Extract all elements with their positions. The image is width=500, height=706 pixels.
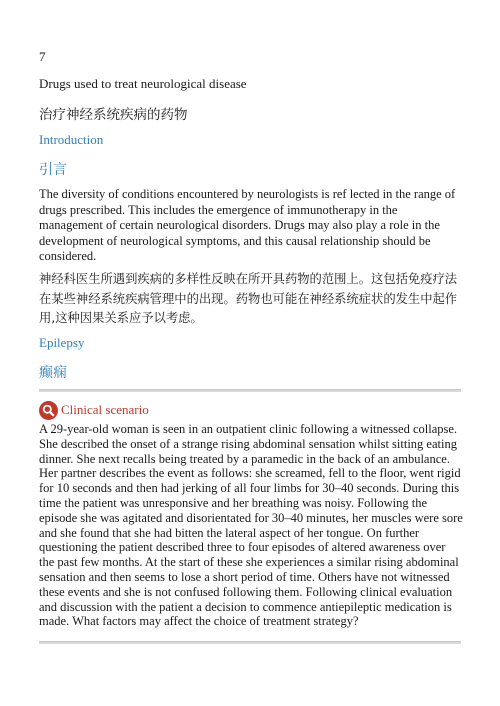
scenario-top-divider <box>39 389 461 392</box>
introduction-heading-english: Introduction <box>39 132 104 147</box>
magnifier-icon <box>39 401 58 420</box>
introduction-heading-chinese: 引言 <box>39 162 67 178</box>
introduction-paragraph-english: The diversity of conditions encountered by neurologists is ref lected in the range of drugs prescribed. This includes the emergence of immunotherapy in the management of certain neurological disorders. Drugs may also play a role in the development of neurological symptoms, and this causal relationship should be considered. <box>39 187 456 264</box>
scenario-bottom-divider <box>39 641 461 644</box>
clinical-scenario-header <box>39 399 149 421</box>
chapter-title-english: Drugs used to treat neurological disease <box>39 76 247 91</box>
chapter-number: 7 <box>39 49 46 64</box>
epilepsy-heading-chinese: 癫痫 <box>39 365 67 381</box>
clinical-scenario-text: A 29-year-old woman is seen in an outpatient clinic following a witnessed collapse. She described the onset of a strange rising abdominal sensation whilst sitting eating dinner. She next recalls being treated by a paramedic in the back of an ambulance. Her partner describes the event as follows: she screamed, fell to the floor, went rigid for 10 seconds and then had jerking of all four limbs for 30–40 seconds. During this time the patient was unresponsive and her breathing was noisy. Following the episode she was agitated and disorientated for 30–40 minutes, her muscles were sore and she found that she had bitten the lateral aspect of her tongue. On further questioning the patient described three to four episodes of altered awareness over the past few months. At the start of these she experiences a similar rising abdominal sensation and then seems to lose a short period of time. Others have not witnessed these events and she is not confused following them. Following clinical evaluation and discussion with the patient a decision to commence antiepileptic medication is made. What factors may affect the choice of treatment strategy? <box>39 422 463 629</box>
chapter-title-chinese: 治疗神经系统疾病的药物 <box>39 107 188 123</box>
epilepsy-heading-english: Epilepsy <box>39 335 85 350</box>
introduction-paragraph-chinese: 神经科医生所遇到疾病的多样性反映在所开具药物的范围上。这包括免疫疗法在某些神经系统疾病管理中的出现。药物也可能在神经系统症状的发生中起作用,这种因果关系应予以考虑。 <box>39 272 458 325</box>
clinical-scenario-label: Clinical scenario <box>61 402 149 417</box>
